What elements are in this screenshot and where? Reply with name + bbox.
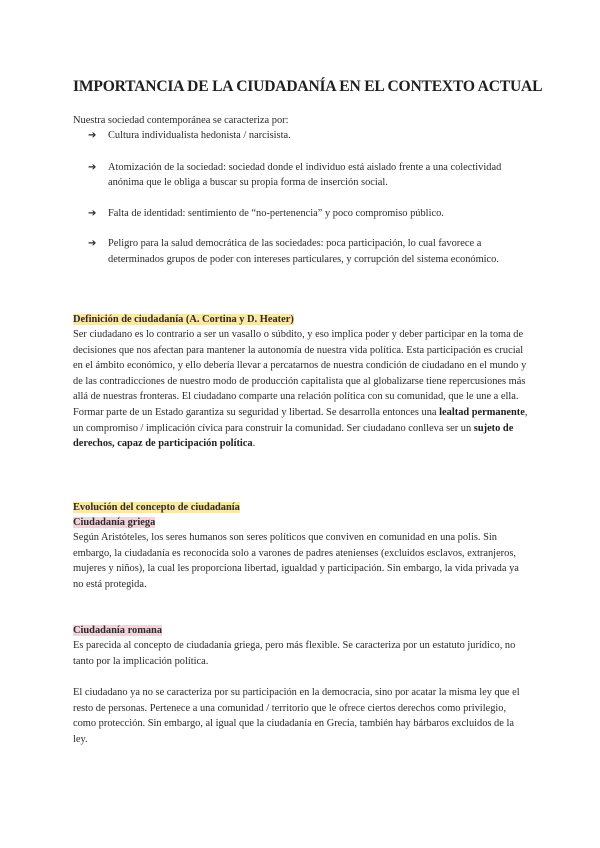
highlighted-heading: Evolución del concepto de ciudadanía bbox=[73, 502, 240, 513]
arrow-right-icon: ➔ bbox=[88, 238, 97, 249]
arrow-right-icon: ➔ bbox=[88, 130, 97, 141]
highlighted-subheading: Ciudadanía romana bbox=[73, 625, 163, 636]
subheading-griega bbox=[73, 515, 155, 530]
arrow-right-icon: ➔ bbox=[88, 161, 97, 173]
subheading-romana bbox=[73, 623, 162, 638]
list-item-text: Atomización de la sociedad: sociedad donde el individuo está aislado frente a una colectividad anónima que le obliga a buscar su propia forma de inserción social. bbox=[108, 161, 502, 188]
definicion-paragraph bbox=[73, 327, 529, 452]
highlighted-heading: Definición de ciudadanía (A. Cortina y D. Heater) bbox=[73, 314, 294, 325]
list-item bbox=[88, 160, 528, 191]
griega-paragraph: Según Aristóteles, los seres humanos son seres políticos que conviven en comunidad en una polis. Sin embargo, la ciudadanía es reconocida solo a varones de padres atenienses (excluidos esclavos, extranjeros, mujeres y niños), la cual les proporciona libertad, igualdad y participación. Sin embargo, la vida privada ya no está protegida. bbox=[73, 532, 519, 590]
romana-paragraph-1: Es parecida al concepto de ciudadanía griega, pero más flexible. Se caracteriza por un estatuto jurídico, no tanto por la implicación política. bbox=[73, 640, 516, 667]
section-heading-definicion bbox=[73, 312, 294, 327]
list-item-text: Peligro para la salud democrática de las sociedades: poca participación, lo cual favorece a determinados grupos de poder con intereses particulares, y corrupción del sistema económico. bbox=[108, 238, 499, 265]
section-heading-evolucion bbox=[73, 500, 240, 515]
highlighted-subheading: Ciudadanía griega bbox=[73, 517, 156, 528]
list-item-text: Cultura individualista hedonista / narcisista. bbox=[108, 130, 291, 141]
page-title: IMPORTANCIA DE LA CIUDADANÍA EN EL CONTEXTO ACTUAL bbox=[73, 78, 543, 95]
list-item bbox=[88, 206, 528, 222]
bold-text: lealtad permanente bbox=[439, 406, 525, 418]
characteristics-list bbox=[88, 128, 528, 267]
list-item bbox=[88, 128, 528, 144]
romana-paragraph-2: El ciudadano ya no se caracteriza por su participación en la democracia, sino por acatar la misma ley que el resto de personas. Pertenece a una comunidad / territorio que le ofrece ciertos derechos como privilegio, como protección. Sin embargo, al igual que la ciudadanía en Grecia, también hay bárbaros excluidos de la ley. bbox=[73, 687, 520, 745]
list-item bbox=[88, 236, 528, 267]
paragraph-text: Ser ciudadano es lo contrario a ser un vasallo o súbdito, y eso implica poder y deber participar en la toma de decisiones que nos afectan para mantener la autonomía de nuestra vida política. Esta participación es crucial en el ámbito económico, y ello debería llevar a percatarnos de nuestra condición de ciudadano en el mundo y de las contradicciones de nuestro modo de producción capitalista que al globalizarse tiene repercusiones más allá de nuestras fronteras. El ciudadano comparte una relación política con su comunidad, que le une a ella. Formar parte de un Estado garantiza su seguridad y libertad. Se desarrolla entonces una bbox=[73, 329, 527, 418]
list-item-text: Falta de identidad: sentimiento de “no-pertenencia” y poco compromiso público. bbox=[108, 207, 444, 219]
intro-text: Nuestra sociedad contemporánea se caracteriza por: bbox=[73, 115, 289, 126]
bold-text: sujeto de derechos, capaz de participación política bbox=[73, 422, 514, 450]
arrow-right-icon: ➔ bbox=[88, 207, 97, 219]
paragraph-text: . bbox=[252, 438, 256, 450]
paragraph-text: , un compromiso / implicación cívica para construir la comunidad. Ser ciudadano conlleva ser un bbox=[73, 406, 528, 434]
